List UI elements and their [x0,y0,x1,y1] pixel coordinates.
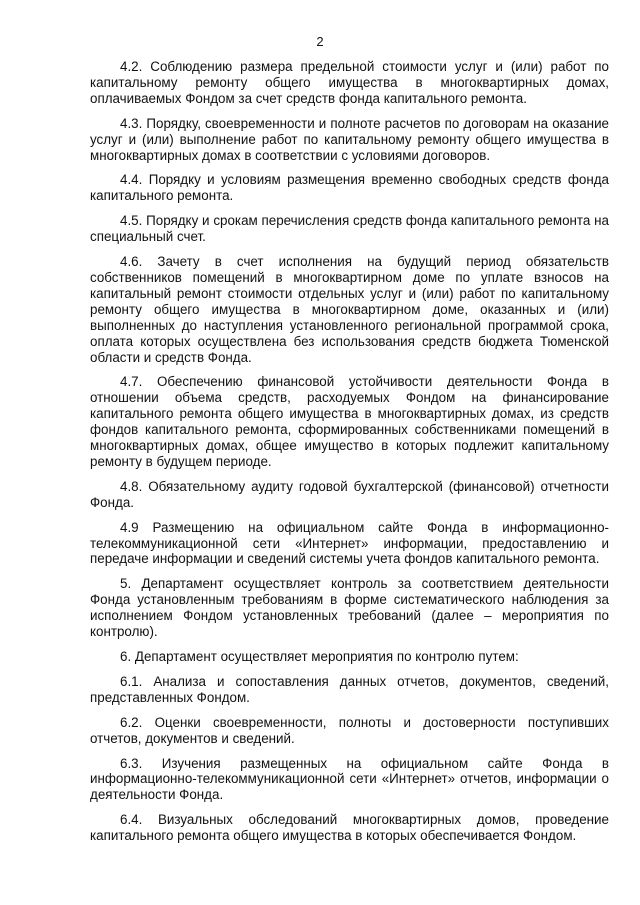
paragraph-6-1: 6.1. Анализа и сопоставления данных отчетов, документов, сведений, представленных Фондом. [90,673,609,705]
paragraph-6-4: 6.4. Визуальных обследований многоквартирных домов, проведение капитального ремонта общего имущества в которых обеспечивается Фондом. [90,812,609,844]
paragraph-4-8: 4.8. Обязательному аудиту годовой бухгалтерской (финансовой) отчетности Фонда. [90,478,609,510]
paragraph-4-7: 4.7. Обеспечению финансовой устойчивости деятельности Фонда в отношении объема средств, расходуемых Фондом на финансирование капитального ремонта общего имущества в многоквартирных домах, из средств фондов капитального ремонта, сформированных собственниками помещений в многоквартирных домах, общее имущество в которых подлежит капитальному ремонту в будущем периоде. [90,374,609,469]
paragraph-5: 5. Департамент осуществляет контроль за соответствием деятельности Фонда установленным требованиям в форме систематического наблюдения за исполнением Фондом установленных требований (далее – мероприятия по контролю). [90,576,609,640]
page-number: 2 [316,34,324,49]
paragraph-4-2: 4.2. Соблюдению размера предельной стоимости услуг и (или) работ по капитальному ремонту общего имущества в многоквартирных домах, оплачиваемых Фондом за счет средств фонда капитального ремонта. [90,59,609,106]
document-body [90,59,609,853]
paragraph-6: 6. Департамент осуществляет мероприятия по контролю путем: [120,649,519,664]
paragraph-4-4: 4.4. Порядку и условиям размещения временно свободных средств фонда капитального ремонта. [90,172,609,204]
paragraph-4-6: 4.6. Зачету в счет исполнения на будущий период обязательств собственников помещений в многоквартирном доме по уплате взносов на капитальный ремонт стоимости отдельных услуг и (или) работ по капитальному ремонту общего имущества в многоквартирном доме, оказанных и (или) выполненных до наступления установленного региональной программой срока, оплата которых осуществлена без использования средств бюджета Тюменской области и средств Фонда. [90,254,609,365]
paragraph-6-2: 6.2. Оценки своевременности, полноты и достоверности поступивших отчетов, документов и сведений. [90,714,609,746]
paragraph-4-5: 4.5. Порядку и срокам перечисления средств фонда капитального ремонта на специальный счет. [90,213,609,245]
paragraph-6-3: 6.3. Изучения размещенных на официальном сайте Фонда в информационно-телекоммуникационной сети «Интернет» отчетов, информации о деятельности Фонда. [90,755,609,803]
paragraph-4-3: 4.3. Порядку, своевременности и полноте расчетов по договорам на оказание услуг и (или) выполнение работ по капитальному ремонту общего имущества в многоквартирных домах в соответствии с условиями договоров. [90,115,609,163]
paragraph-4-9: 4.9 Размещению на официальном сайте Фонда в информационно-телекоммуникационной сети «Интернет» информации, предоставлению и передаче информации и сведений системы учета фондов капитального ремонта. [90,519,609,567]
